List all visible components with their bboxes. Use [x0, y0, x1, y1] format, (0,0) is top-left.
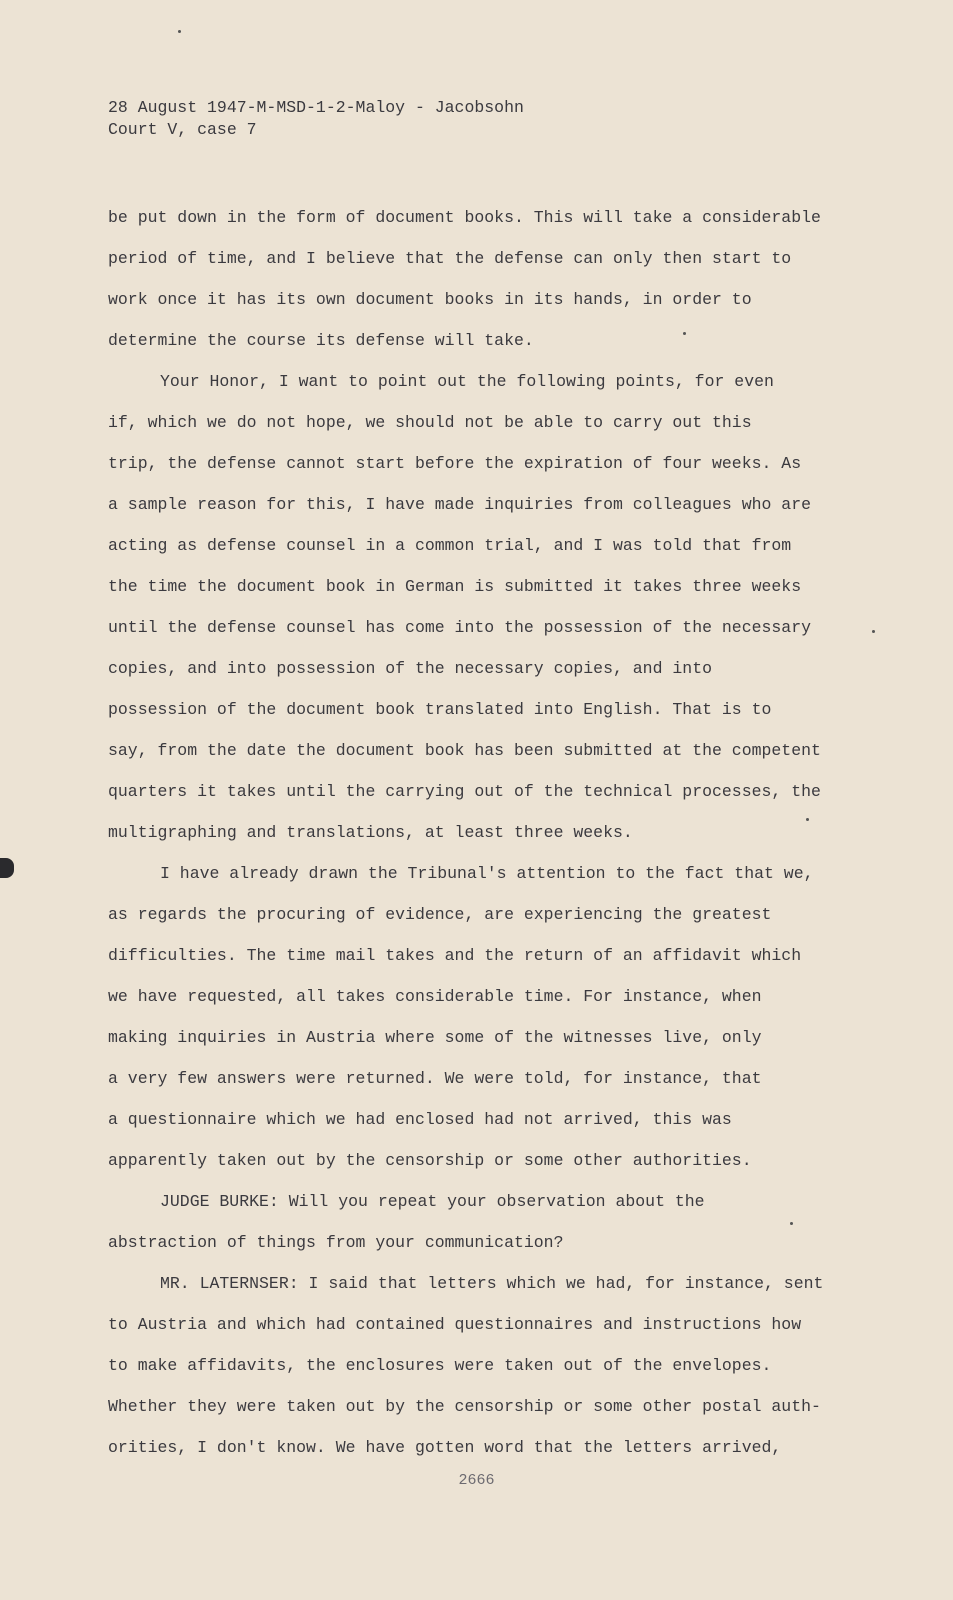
transcript-line: orities, I don't know. We have gotten word that the letters arrived, [108, 1438, 782, 1457]
margin-ink-mark [0, 858, 14, 878]
transcript-line: possession of the document book translated into English. That is to [108, 700, 772, 719]
transcript-line: a sample reason for this, I have made inquiries from colleagues who are [108, 495, 812, 514]
header-court-line: Court V, case 7 [108, 120, 257, 139]
transcript-line: copies, and into possession of the necessary copies, and into [108, 659, 712, 678]
paper-speck [790, 1222, 793, 1225]
transcript-body [108, 197, 868, 1468]
transcript-line: the time the document book in German is submitted it takes three weeks [108, 577, 802, 596]
transcript-line: multigraphing and translations, at least three weeks. [108, 823, 633, 842]
transcript-line: work once it has its own document books in its hands, in order to [108, 290, 752, 309]
transcript-line: say, from the date the document book has been submitted at the competent [108, 741, 821, 760]
transcript-line: trip, the defense cannot start before the expiration of four weeks. As [108, 454, 802, 473]
transcript-line: determine the course its defense will take. [108, 331, 534, 350]
transcript-line: JUDGE BURKE: Will you repeat your observation about the [160, 1192, 705, 1211]
transcript-line: acting as defense counsel in a common trial, and I was told that from [108, 536, 792, 555]
paper-speck [806, 818, 809, 821]
paper-speck [178, 30, 181, 33]
transcript-line: a very few answers were returned. We were told, for instance, that [108, 1069, 762, 1088]
transcript-line: if, which we do not hope, we should not be able to carry out this [108, 413, 752, 432]
transcript-line: making inquiries in Austria where some of the witnesses live, only [108, 1028, 762, 1047]
paper-speck [872, 630, 875, 633]
transcript-line: difficulties. The time mail takes and the return of an affidavit which [108, 946, 802, 965]
paper-speck [683, 332, 686, 335]
transcript-line: period of time, and I believe that the defense can only then start to [108, 249, 792, 268]
document-header [108, 97, 524, 141]
transcript-line: until the defense counsel has come into the possession of the necessary [108, 618, 812, 637]
transcript-line: as regards the procuring of evidence, are experiencing the greatest [108, 905, 772, 924]
transcript-line: Whether they were taken out by the censorship or some other postal auth- [108, 1397, 821, 1416]
page-number: 2666 [458, 1472, 495, 1489]
transcript-line: I have already drawn the Tribunal's attention to the fact that we, [160, 864, 814, 883]
transcript-line: abstraction of things from your communication? [108, 1233, 564, 1252]
transcript-line: be put down in the form of document books. This will take a considerable [108, 208, 821, 227]
transcript-line: to make affidavits, the enclosures were taken out of the envelopes. [108, 1356, 772, 1375]
transcript-line: a questionnaire which we had enclosed had not arrived, this was [108, 1110, 732, 1129]
transcript-line: we have requested, all takes considerable time. For instance, when [108, 987, 762, 1006]
transcript-line: MR. LATERNSER: I said that letters which we had, for instance, sent [160, 1274, 824, 1293]
transcript-line: to Austria and which had contained questionnaires and instructions how [108, 1315, 802, 1334]
transcript-line: Your Honor, I want to point out the following points, for even [160, 372, 774, 391]
header-date-line: 28 August 1947-M-MSD-1-2-Maloy - Jacobsohn [108, 98, 524, 117]
transcript-line: apparently taken out by the censorship or some other authorities. [108, 1151, 752, 1170]
transcript-line: quarters it takes until the carrying out of the technical processes, the [108, 782, 821, 801]
